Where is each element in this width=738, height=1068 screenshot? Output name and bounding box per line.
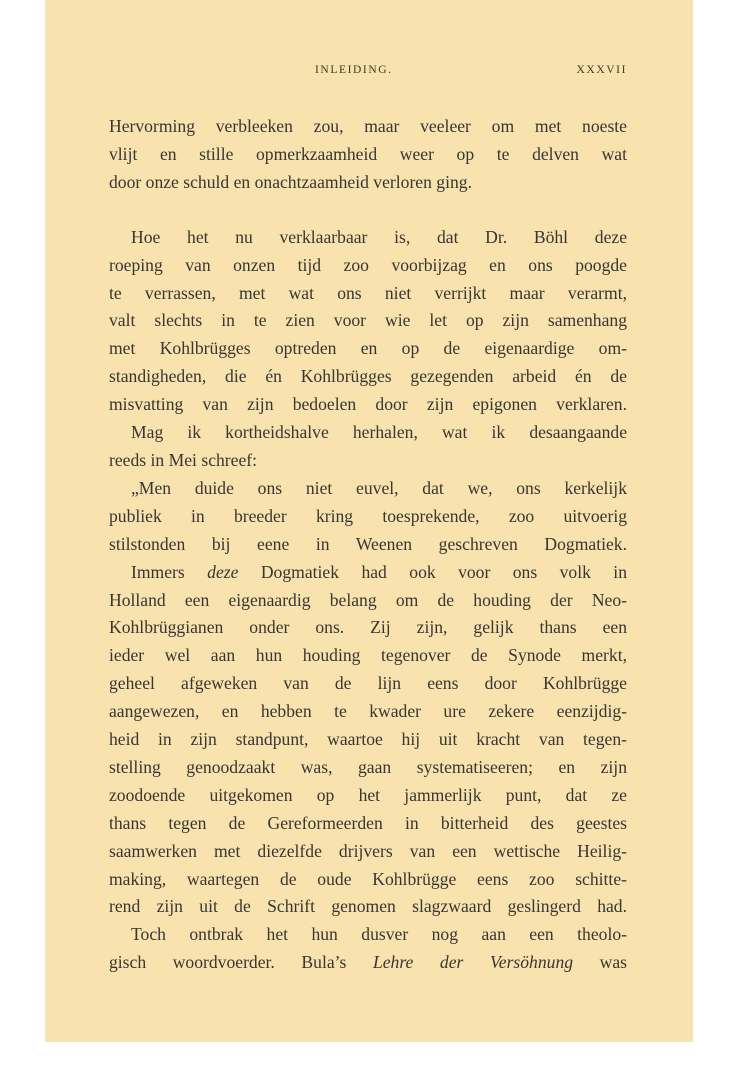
- text-line: heid in zijn standpunt, waartoe hij uit kracht van tegen-: [109, 729, 627, 750]
- paragraph-5: [109, 559, 627, 922]
- running-head: [45, 64, 693, 80]
- text-line: Holland een eigenaardig belang om de houding der Neo-: [109, 589, 627, 610]
- text-line: rend zijn uit de Schrift genomen slagzwaard geslingerd had.: [109, 896, 627, 917]
- body-text: [109, 113, 627, 977]
- text-run: Dogmatiek had ook voor ons volk in: [238, 561, 627, 582]
- text-line: geheel afgeweken van de lijn eens door Kohlbrügge: [109, 673, 627, 694]
- text-line: thans tegen de Gereformeerden in bitterheid des geestes: [109, 812, 627, 833]
- text-line: met Kohlbrügges optreden en op de eigenaardige om-: [109, 338, 627, 359]
- paragraph-1: [109, 113, 627, 197]
- text-line: publiek in breeder kring toesprekende, zoo uitvoerig: [109, 505, 627, 526]
- text-line: Toch ontbrak het hun dusver nog aan een theolo-: [131, 924, 627, 945]
- text-line: ieder wel aan hun houding tegenover de Synode merkt,: [109, 645, 627, 666]
- text-line: Hervorming verbleeken zou, maar veeleer om met noeste: [109, 116, 627, 136]
- text-line: saamwerken met diezelfde drijvers van een wettische Heilig-: [109, 840, 627, 861]
- text-line: misvatting van zijn bedoelen door zijn epigonen verklaren.: [109, 394, 627, 415]
- text-line: valt slechts in te zien voor wie let op zijn samenhang: [109, 310, 627, 331]
- text-run: was: [573, 952, 627, 973]
- paragraph-6: [109, 921, 627, 977]
- text-line: stilstonden bij eene in Weenen geschreven Dogmatiek.: [109, 533, 627, 554]
- paragraph-4: [109, 475, 627, 559]
- paragraph-2: [109, 224, 627, 419]
- text-run: Immers: [131, 561, 208, 582]
- text-line: „Men duide ons niet euvel, dat we, ons kerkelijk: [131, 477, 627, 498]
- text-line: making, waartegen de oude Kohlbrügge eens zoo schitte-: [109, 868, 627, 889]
- page-number: XXXVII: [576, 64, 627, 76]
- text-line: vlijt en stille opmerkzaamheid weer op te delven wat: [109, 143, 627, 164]
- paragraph-3: [109, 419, 627, 475]
- italic-title: Lehre der Versöhnung: [372, 952, 574, 973]
- text-line: Kohlbrüggianen onder ons. Zij zijn, gelijk thans een: [109, 617, 627, 638]
- italic-word: deze: [207, 561, 239, 582]
- text-line: zoodoende uitgekomen op het jammerlijk punt, dat ze: [109, 784, 627, 805]
- text-line: reeds in Mei schreef:: [109, 449, 258, 470]
- text-line: [109, 559, 627, 587]
- text-line: door onze schuld en onachtzaamheid verloren ging.: [109, 171, 472, 192]
- running-head-title: INLEIDING.: [315, 64, 393, 76]
- text-run: gisch woordvoerder. Bula’s: [109, 952, 373, 973]
- text-line: roeping van onzen tijd zoo voorbijzag en ons poogde: [109, 254, 627, 275]
- book-page: [45, 0, 693, 1042]
- text-line: Mag ik kortheidshalve herhalen, wat ik desaangaande: [131, 422, 627, 443]
- text-line: [109, 949, 627, 977]
- text-line: standigheden, die én Kohlbrügges gezegenden arbeid én de: [109, 366, 627, 387]
- text-line: te verrassen, met wat ons niet verrijkt maar verarmt,: [109, 282, 627, 303]
- paragraph-gap: [109, 197, 627, 224]
- text-line: aangewezen, en hebben te kwader ure zekere eenzijdig-: [109, 701, 627, 722]
- text-line: stelling genoodzaakt was, gaan systematiseeren; en zijn: [109, 756, 627, 777]
- text-line: Hoe het nu verklaarbaar is, dat Dr. Böhl deze: [131, 226, 627, 247]
